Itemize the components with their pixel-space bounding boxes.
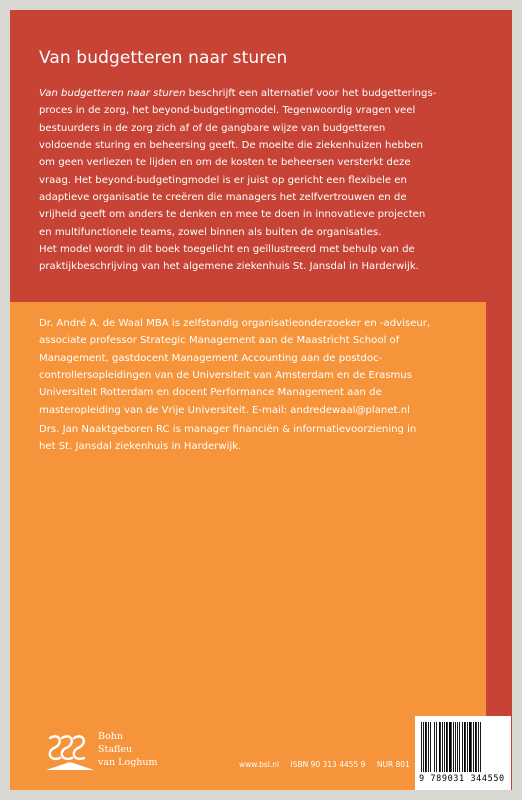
barcode-bar: [434, 722, 435, 772]
barcode: [415, 716, 511, 790]
barcode-bar: [423, 722, 424, 772]
summary-line: adaptieve organisatie te creëren die managers het zelfvertrouwen en de: [39, 192, 407, 204]
barcode-bar: [462, 722, 463, 772]
red-side-strip: [486, 10, 512, 790]
book-back-cover: [10, 10, 512, 790]
italic-book-title: Van budgetteren naar sturen: [39, 88, 186, 99]
barcode-bar: [446, 722, 448, 772]
barcode-bar: [459, 722, 460, 772]
barcode-bar: [469, 722, 472, 772]
isbn-text: ISBN 90 313 4455 9: [290, 760, 366, 769]
summary-line: vrijheid geeft om anders te denken en mee te doen in innovatieve projecten: [39, 209, 426, 221]
barcode-bar: [449, 722, 452, 772]
barcode-bar: [425, 722, 427, 772]
author-bio-de-waal: [39, 315, 459, 419]
barcode-bar: [464, 722, 466, 772]
summary-line: praktijkbeschrijving van het algemene ziekenhuis St. Jansdal in Harderwijk.: [39, 261, 419, 273]
publisher-line: Bohn: [98, 731, 123, 742]
barcode-bar: [475, 722, 477, 772]
publisher-line: Stafleu: [98, 744, 133, 755]
publisher-name: [98, 730, 158, 769]
bio-line: het St. Jansdal ziekenhuis in Harderwijk.: [39, 441, 242, 453]
summary-line: [39, 85, 459, 102]
barcode-bar: [442, 722, 443, 772]
summary-paragraph: [39, 85, 459, 276]
barcode-bar: [428, 722, 429, 772]
summary-line: Het model wordt in dit boek toegelicht en geïllustreerd met behulp van de: [39, 244, 415, 256]
nur-text: NUR 801: [376, 760, 410, 769]
bio-line: Dr. André A. de Waal MBA is zelfstandig organisatieonderzoeker en -adviseur,: [39, 318, 431, 329]
bio-line: controllersopleidingen van de Universiteit van Amsterdam en de Erasmus: [39, 370, 412, 382]
website-text: www.bsl.nl: [239, 760, 280, 769]
bsl-logo-icon: [42, 730, 98, 774]
summary-line: en multifunctionele teams, zowel binnen als buiten de organisaties.: [39, 226, 382, 238]
publication-info: [239, 760, 419, 769]
bio-line: associate professor Strategic Management aan de Maastricht School of: [39, 335, 400, 347]
author-bio-naaktgeboren: [39, 421, 459, 456]
summary-line: om geen verliezen te lijden en om de kosten te beheersen versterkt deze: [39, 157, 411, 169]
barcode-bar: [473, 722, 474, 772]
bio-line: masteropleiding van de Vrije Universiteit. E-mail: andredewaal@planet.nl: [39, 404, 410, 416]
barcode-bars: [421, 722, 505, 772]
summary-line: proces in de zorg, het beyond-budgetingmodel. Tegenwoordig vragen veel: [39, 105, 416, 117]
barcode-bar: [430, 722, 431, 772]
publisher-line: van Loghum: [98, 757, 158, 768]
barcode-bar: [453, 722, 454, 772]
barcode-bar: [457, 722, 458, 772]
barcode-bar: [467, 722, 468, 772]
barcode-bar: [436, 722, 437, 772]
bio-line: Drs. Jan Naaktgeboren RC is manager financiën & informatievoorziening in: [39, 424, 417, 435]
barcode-bar: [444, 722, 445, 772]
bio-line: Management, gastdocent Management Accounting aan de postdoc-: [39, 352, 383, 364]
summary-line: vraag. Het beyond-budgetingmodel is er juist op gericht een flexibele en: [39, 174, 407, 186]
barcode-bar: [421, 722, 422, 772]
barcode-bar: [439, 722, 441, 772]
barcode-bar: [455, 722, 456, 772]
summary-line: bestuurders in de zorg zich af of de gangbare wijze van budgetteren: [39, 122, 386, 134]
summary-line-rest: beschrijft een alternatief voor het budgetterings-: [185, 88, 437, 99]
barcode-digits: 9 789031 344550: [419, 774, 505, 784]
summary-line: voldoende sturing en beheersing geeft. De moeite die ziekenhuizen hebben: [39, 140, 423, 152]
bio-line: Universiteit Rotterdam en docent Performance Management aan de: [39, 387, 382, 399]
barcode-bar: [480, 722, 481, 772]
book-title: Van budgetteren naar sturen: [39, 48, 288, 68]
barcode-bar: [478, 722, 479, 772]
